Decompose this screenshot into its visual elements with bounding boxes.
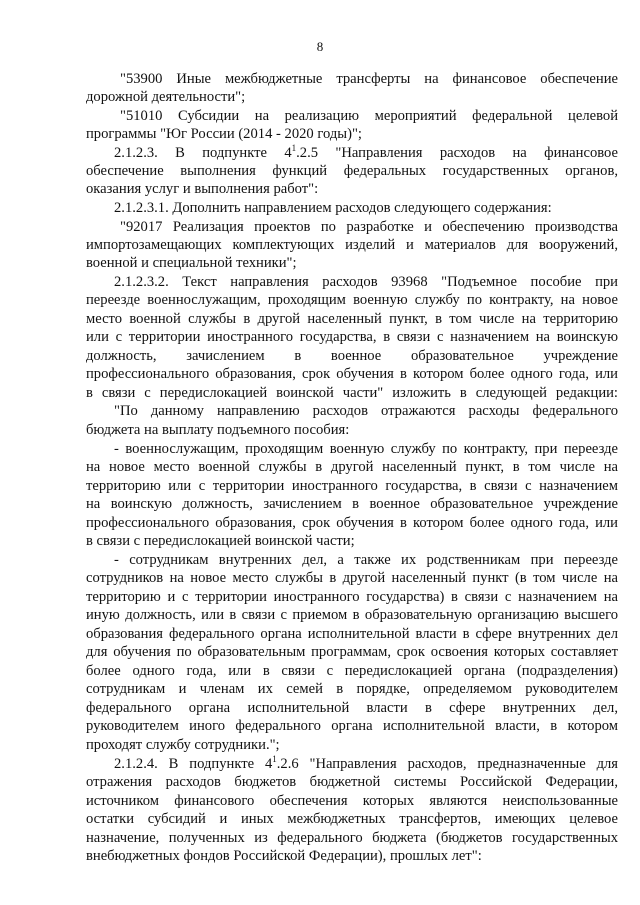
text-line: должность, зачислением в военное образовательное учреждение [86,348,618,364]
text-line: в связи с передислокацией воинской части; [86,533,355,549]
subpoint-label: 2.1.2.4. В подпункте 4 [114,756,273,772]
subpoint-label: 2.1.2.3. В подпункте 4 [114,145,292,161]
text-line: 2.1.2.3.2. Текст направления расходов 93968 "Подъемное пособие при [114,274,618,290]
text-line: импортозамещающих комплектующих изделий и материалов для вооружений, [86,237,618,253]
text-line: профессионального образования, срок обучения в котором более одного года, или [86,366,618,382]
text-line: "По данному направлению расходов отражаются расходы федерального [114,403,618,419]
text-line: переезде военнослужащим, проходящим военную службу по контракту, на новое [86,292,618,308]
line-tail: .2.5 "Направления расходов на финансовое [296,145,618,161]
text-line: - военнослужащим, проходящим военную службу по контракту, при переезде [114,441,618,457]
text-line: "53900 Иные межбюджетные трансферты на финансовое обеспечение [120,71,618,87]
text-line: образования федерального органа исполнительной власти в сфере внутренних дел [86,626,618,642]
text-line: для обучения по образовательным программам, срок освоения которых составляет [86,644,618,660]
text-line: более одного года, или в связи с передислокацией органа (подразделения) [86,663,618,679]
text-line: профессионального образования, срок обучения в котором более одного года, или [86,515,618,531]
text-line: оказания услуг и выполнения работ": [86,181,319,197]
text-line: внебюджетных фондов Российской Федерации), прошлых лет": [86,848,482,864]
text-line: военной и специальной техники"; [86,255,297,271]
text-line: "51010 Субсидии на реализацию мероприятий федеральной целевой [120,108,618,124]
text-line: обеспечение выполнения функций федеральных государственных органов, [86,163,618,179]
text-line: 2.1.2.3.1. Дополнить направлением расходов следующего содержания: [114,200,552,216]
text-line: источником финансового обеспечения которых являются неиспользованные [86,793,618,809]
superscript: 1 [291,143,297,153]
text-line: место военной службы в другой населенный пункт, в том числе на территорию [86,311,618,327]
superscript: 1 [272,754,277,764]
text-line: территорию или с территории иностранного государства, в связи с назначением [86,478,618,494]
text-line: иную должность, или в связи с приемом в образовательную организацию высшего [86,607,618,623]
text-line: федерального органа исполнительной власти в сфере внутренних дел, [86,700,618,716]
text-line: сотрудников на новое место службы в другой населенный пункт (в том числе на [86,570,618,586]
text-line: или с территории иностранного государства, в связи с назначением на воинскую [86,329,618,345]
line-tail: .2.6 "Направления расходов, предназначенные для [276,756,618,772]
text-line: дорожной деятельности"; [86,89,246,105]
text-line: сотрудникам и членам их семей в порядке, определяемом руководителем [86,681,618,697]
text-line: назначение, полученных из федерального бюджета (бюджетов государственных [86,830,618,846]
text-line: - сотрудникам внутренних дел, а также их родственникам при переезде [114,552,618,568]
text-line: на воинскую должность, зачислением в военное образовательное учреждение [86,496,618,512]
text-line-2123 [114,144,618,162]
text-line: "92017 Реализация проектов по разработке и обеспечению производства [120,219,618,235]
text-line: территорию и с территории иностранного государства) в связи с назначением на [86,589,618,605]
text-line: проходят службу сотрудники."; [86,737,280,753]
text-line: отражения расходов бюджетов бюджетной системы Российской Федерации, [86,774,618,790]
text-line: остатки субсидий и иных межбюджетных трансфертов, имеющих целевое [86,811,618,827]
text-line: руководителем иного федерального органа исполнительной власти, в котором [86,718,618,734]
text-line: в связи с передислокацией воинской части" изложить в следующей редакции: [86,385,618,401]
text-line-2124 [114,755,618,773]
text-line: на новое место военной службы в другой населенный пункт, в том числе на [86,459,618,475]
page-number: 8 [316,39,324,54]
text-line: бюджета на выплату подъемного пособия: [86,422,350,438]
text-line: программы "Юг России (2014 - 2020 годы)"; [86,126,362,142]
